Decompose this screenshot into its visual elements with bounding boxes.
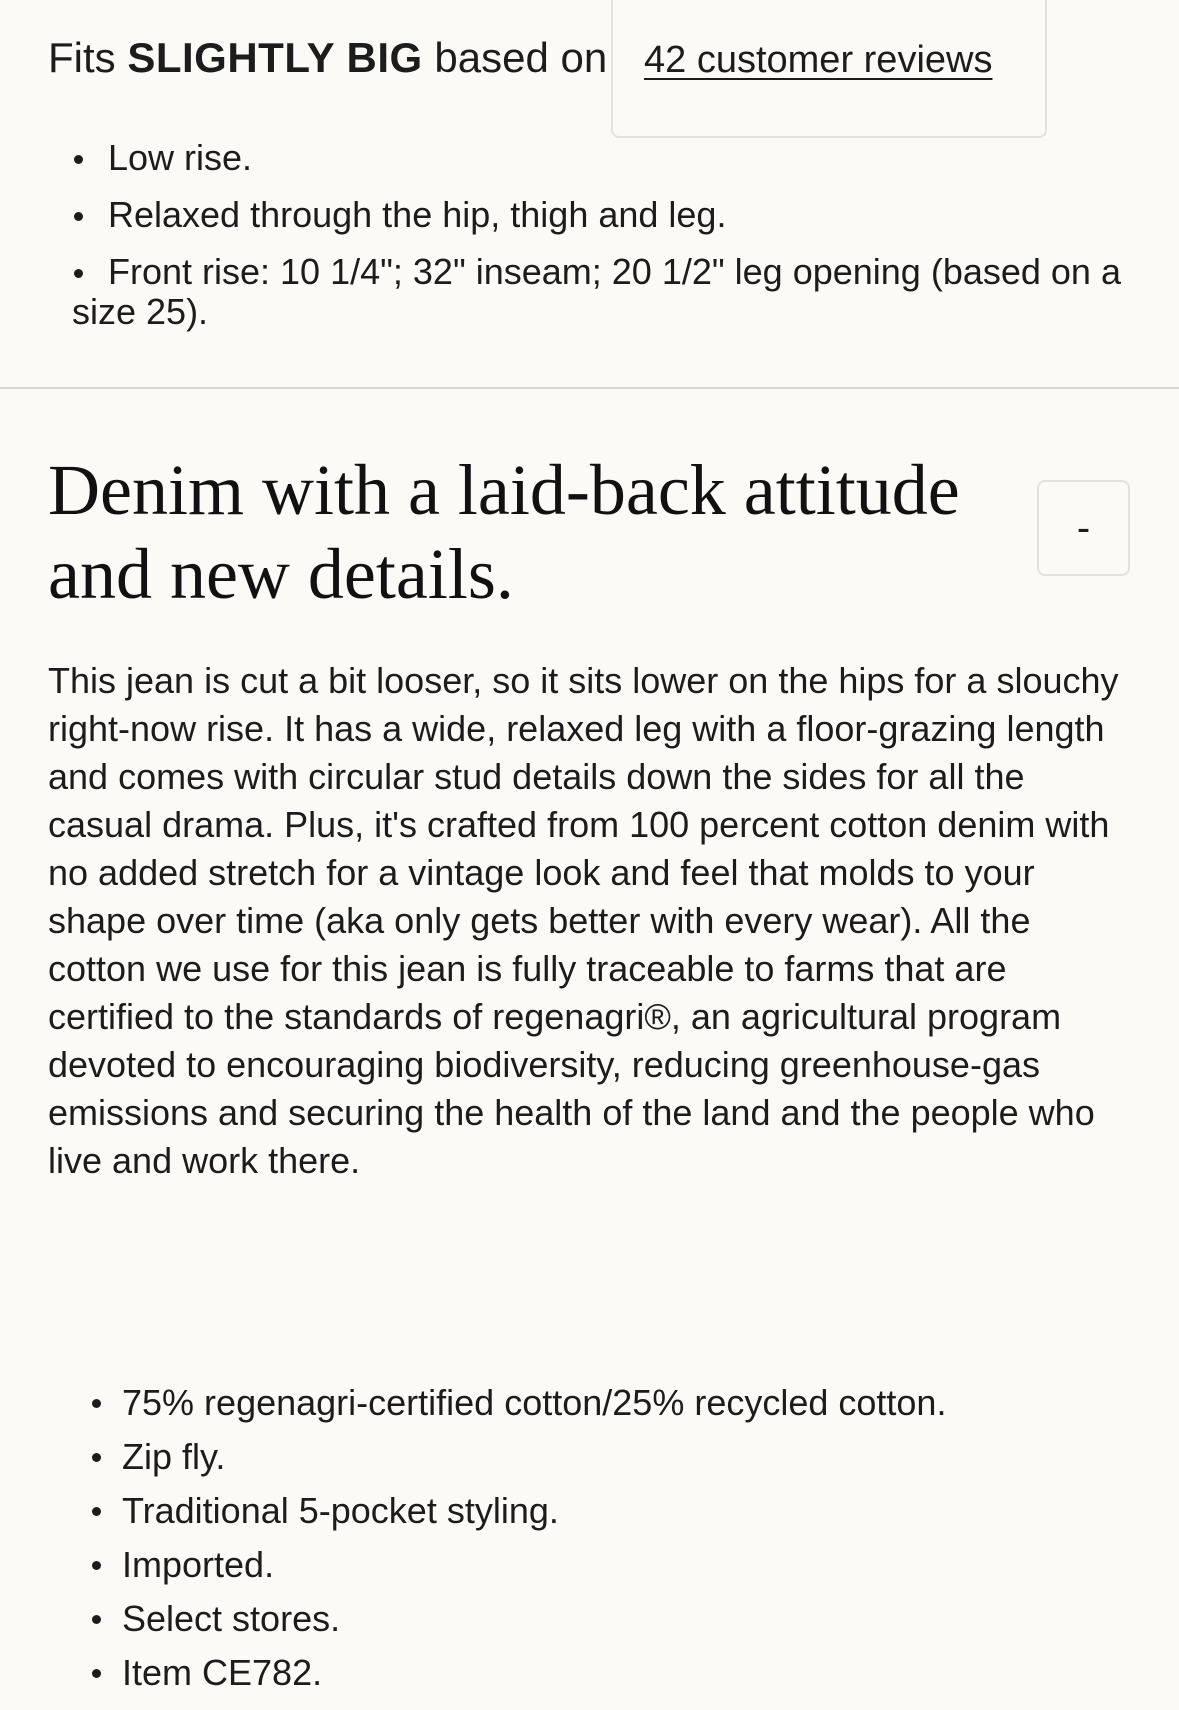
fit-detail-item: Relaxed through the hip, thigh and leg.: [72, 195, 1122, 235]
fit-size-verdict: SLIGHTLY BIG: [127, 34, 423, 81]
fit-summary: [48, 28, 607, 88]
spec-item: 75% regenagri-certified cotton/25% recycled cotton.: [90, 1376, 1130, 1430]
spec-item: Select stores.: [90, 1592, 1130, 1646]
fit-detail-item: Low rise.: [72, 138, 1122, 178]
fit-detail-item: Front rise: 10 1/4"; 32" inseam; 20 1/2" leg opening (based on a size 25).: [72, 251, 1121, 332]
fit-details-list: [72, 138, 1122, 349]
spec-item: Item CE782.: [90, 1646, 1130, 1700]
product-description: This jean is cut a bit looser, so it sits lower on the hips for a slouchy right-now rise. It has a wide, relaxed leg with a floor-grazing length and comes with circular stud details down the sides for all the casual drama. Plus, it's crafted from 100 percent cotton denim with no added stretch for a vintage look and feel that molds to your shape over time (aka only gets better with every wear). All the cotton we use for this jean is fully traceable to farms that are certified to the standards of regenagri®, an agricultural program devoted to encouraging biodiversity, reducing greenhouse-gas emissions and securing the health of the land and the people who live and work there.: [48, 660, 1119, 1181]
spec-item: Imported.: [90, 1538, 1130, 1592]
section-divider: [0, 387, 1179, 389]
section-heading: Denim with a laid-back attitude and new details.: [48, 450, 960, 614]
fit-suffix: based on: [422, 34, 608, 81]
product-specs-list: [90, 1376, 1130, 1700]
spec-item: Traditional 5-pocket styling.: [90, 1484, 1130, 1538]
collapse-section-button[interactable]: -: [1037, 480, 1130, 576]
customer-reviews-link[interactable]: 42 customer reviews: [644, 39, 993, 81]
fit-prefix: Fits: [48, 34, 128, 81]
spec-item: Zip fly.: [90, 1430, 1130, 1484]
